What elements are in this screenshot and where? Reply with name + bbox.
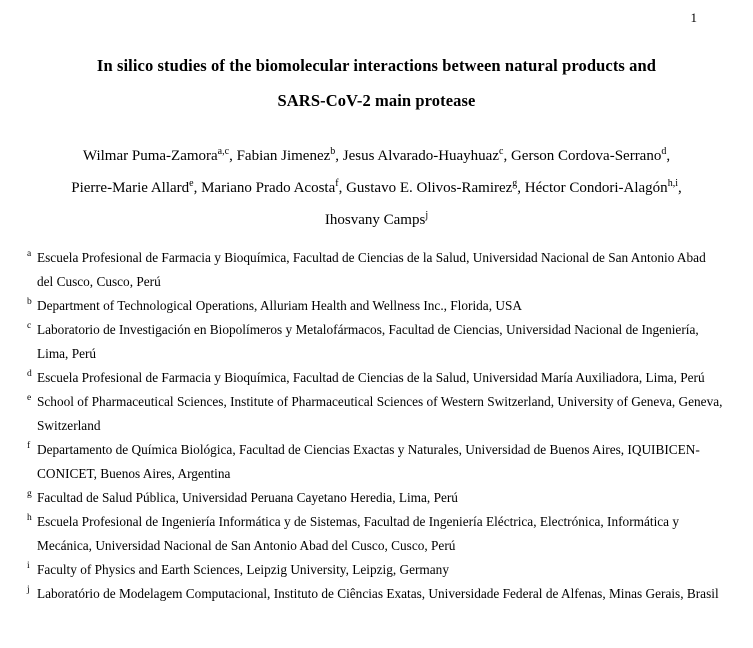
author-superscript: h,i	[667, 178, 678, 189]
affiliation-item	[27, 438, 725, 486]
author-superscript: c	[499, 146, 504, 157]
affiliation-item	[27, 558, 725, 582]
affiliation-label: a	[27, 249, 32, 259]
affiliation-text: Facultad de Salud Pública, Universidad Peruana Cayetano Heredia, Lima, Perú	[37, 490, 458, 505]
affiliation-list	[27, 246, 725, 606]
affiliation-item	[27, 246, 725, 294]
affiliation-text: Escuela Profesional de Farmacia y Bioquímica, Facultad de Ciencias de la Salud, Universidad María Auxiliadora, Lima, Perú	[37, 370, 705, 385]
affiliation-text: Escuela Profesional de Ingeniería Informática y de Sistemas, Facultad de Ingeniería Eléctrica, Electrónica, Informática y Mecánica, Universidad Nacional de San Antonio Abad del Cusco, Cusco, Perú	[37, 514, 680, 553]
affiliation-text: Escuela Profesional de Farmacia y Bioquímica, Facultad de Ciencias de la Salud, Universidad Nacional de San Antonio Abad del Cusco, Cusco, Perú	[37, 250, 706, 289]
paper-title	[40, 48, 713, 118]
paper-title-line-1: In silico studies of the biomolecular interactions between natural products and	[96, 56, 657, 75]
author-line: Pierre-Marie Allard$^e$, Mariano Prado Acosta$^f$, Gustavo E. Olivos-Ramirez$^g$, Héctor Condori-Alagón$^{h,i}$,	[71, 178, 682, 196]
author-name: Fabian Jimenez	[236, 148, 331, 164]
affiliation-label: h	[27, 513, 32, 523]
affiliation-item	[27, 390, 725, 438]
affiliation-text: Departamento de Química Biológica, Facultad de Ciencias Exactas y Naturales, Universidad de Buenos Aires, IQUIBICEN-CONICET, Buenos Aires, Argentina	[37, 442, 700, 481]
affiliation-item	[27, 318, 725, 366]
affiliation-label: g	[27, 489, 32, 499]
page-number: 1	[690, 10, 697, 25]
author-name: Pierre-Marie Allard	[71, 180, 190, 196]
author-name: Ihosvany Camps	[324, 212, 426, 228]
affiliation-label: e	[27, 393, 32, 403]
author-superscript: b	[330, 146, 336, 157]
author-name: Wilmar Puma-Zamora	[82, 148, 218, 164]
author-superscript: g	[512, 178, 518, 189]
affiliation-label: b	[27, 297, 32, 307]
author-name: Gerson Cordova-Serrano	[510, 148, 662, 164]
author-line	[28, 204, 725, 236]
affiliation-label: c	[27, 321, 32, 331]
affiliation-label: i	[27, 561, 30, 571]
affiliation-label: j	[27, 585, 30, 595]
author-name: Héctor Condori-Alagón	[524, 180, 668, 196]
affiliation-text: School of Pharmaceutical Sciences, Institute of Pharmaceutical Sciences of Western Switzerland, University of Geneva, Geneva, Switzerland	[37, 394, 723, 433]
affiliation-item	[27, 510, 725, 558]
affiliation-text: Faculty of Physics and Earth Sciences, Leipzig University, Leipzig, Germany	[37, 562, 449, 577]
affiliation-text: Department of Technological Operations, Alluriam Health and Wellness Inc., Florida, USA	[37, 298, 522, 313]
affiliation-text: Laboratorio de Investigación en Biopolímeros y Metalofármacos, Facultad de Ciencias, Universidad Nacional de Ingeniería, Lima, Perú	[37, 322, 699, 361]
affiliation-item	[27, 486, 725, 510]
author-name: Jesus Alvarado-Huayhuaz	[342, 148, 500, 164]
affiliation-item	[27, 366, 725, 390]
author-name: Gustavo E. Olivos-Ramirez	[346, 180, 513, 196]
author-superscript: e	[189, 178, 194, 189]
author-lines	[28, 140, 725, 236]
author-name: Mariano Prado Acosta	[201, 180, 336, 196]
affiliation-label: d	[27, 369, 32, 379]
author-superscript: f	[335, 178, 339, 189]
affiliation-item	[27, 294, 725, 318]
affiliation-text: Laboratório de Modelagem Computacional, Instituto de Ciências Exatas, Universidade Federal de Alfenas, Minas Gerais, Brasil	[37, 586, 719, 601]
author-superscript: j	[425, 210, 429, 221]
author-superscript: a,c	[217, 146, 230, 157]
author-superscript: d	[661, 146, 667, 157]
affiliation-item	[27, 582, 725, 606]
paper-title-line-2: SARS-CoV-2 main protease	[277, 91, 476, 110]
affiliation-label: f	[27, 441, 31, 451]
author-line: Wilmar Puma-Zamora$^{a,c}$, Fabian Jimenez$^b$, Jesus Alvarado-Huayhuaz$^c$, Gerson Cordova-Serrano$^d$,	[82, 146, 671, 164]
